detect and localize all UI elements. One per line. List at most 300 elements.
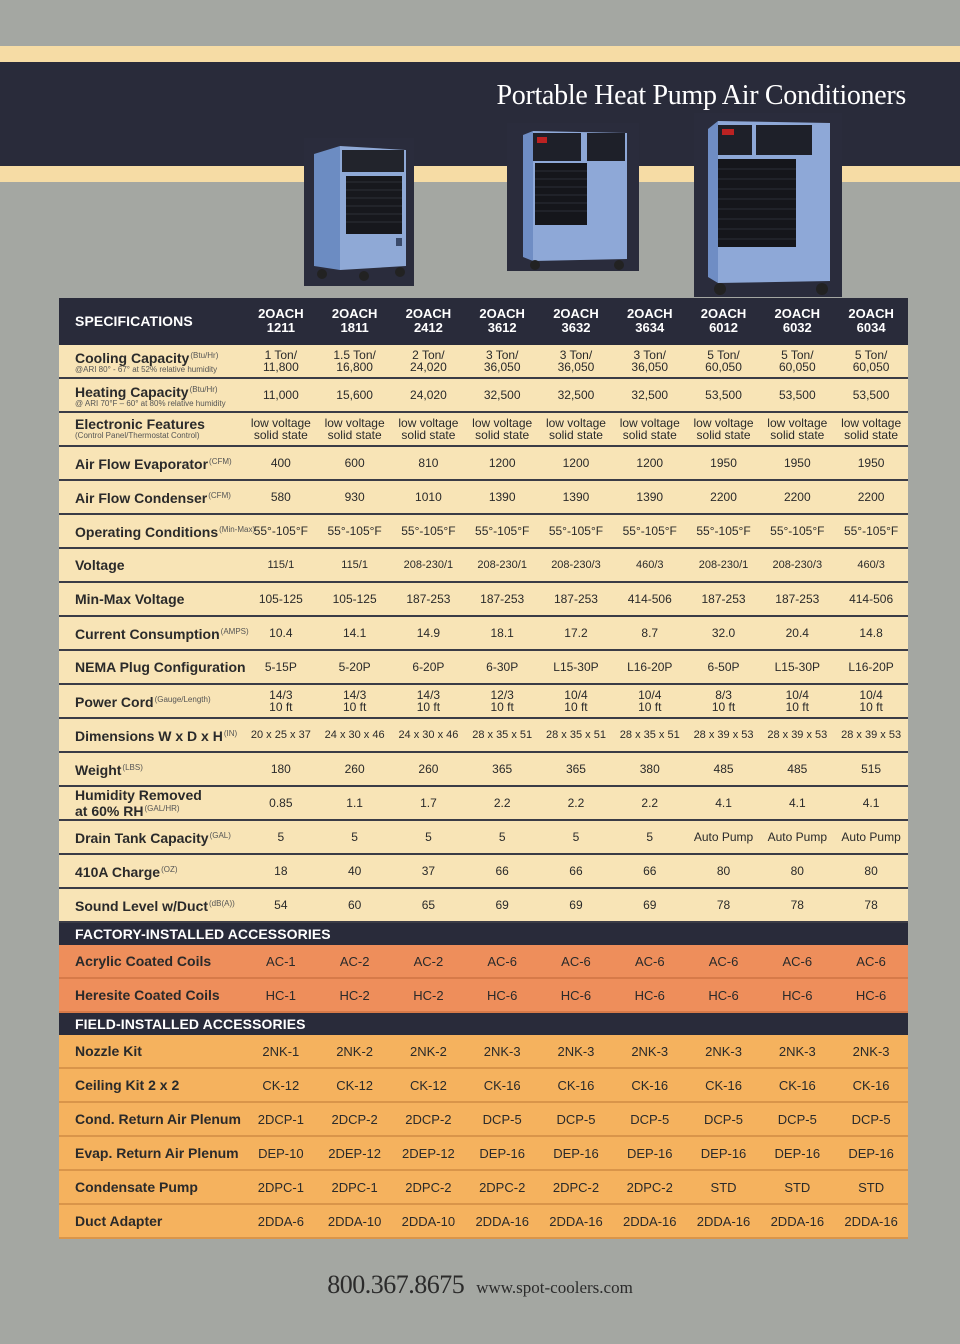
spec-value-cell xyxy=(244,514,318,548)
spec-value: 5 Ton/ xyxy=(707,348,740,362)
spec-value: 6-30P xyxy=(486,660,519,674)
spec-value: 1390 xyxy=(488,490,516,504)
product-image-small-unit xyxy=(304,138,414,286)
accessory-part-number: STD xyxy=(834,1170,908,1204)
spec-label-text: Dimensions W x D x H xyxy=(75,728,223,744)
spec-row xyxy=(59,650,908,684)
spec-value: Auto Pump xyxy=(841,830,901,844)
spec-value-cell xyxy=(834,820,908,854)
spec-value: 1950 xyxy=(783,456,811,470)
spec-value-cell xyxy=(392,616,466,650)
spec-value: 2.2 xyxy=(567,796,585,810)
spec-value: 28 x 39 x 53 xyxy=(693,729,754,741)
spec-value-cell xyxy=(613,378,687,412)
spec-value-cell xyxy=(687,854,761,888)
spec-label xyxy=(59,582,244,616)
spec-value-cell xyxy=(465,820,539,854)
accessory-part-number: AC-1 xyxy=(244,945,318,978)
spec-value-cell xyxy=(613,616,687,650)
spec-value: 600 xyxy=(344,456,365,470)
spec-value: 2 Ton/ xyxy=(412,348,445,362)
accessory-part-number: AC-2 xyxy=(318,945,392,978)
spec-value: L16-20P xyxy=(848,660,894,674)
spec-value: Auto Pump xyxy=(767,830,827,844)
spec-value-cell xyxy=(834,650,908,684)
spec-unit: (OZ) xyxy=(161,865,178,874)
spec-value: 10/4 xyxy=(859,688,883,702)
spec-value: 60,050 xyxy=(778,360,816,374)
spec-value-cell xyxy=(760,684,834,718)
accessory-part-number: HC-1 xyxy=(244,978,318,1012)
spec-value-cell xyxy=(613,752,687,786)
spec-label-text: NEMA Plug Configuration xyxy=(75,658,246,675)
spec-value-cell xyxy=(318,616,392,650)
spec-value-cell xyxy=(760,854,834,888)
spec-value: 380 xyxy=(639,762,660,776)
spec-value: 36,050 xyxy=(483,360,521,374)
spec-value-cell xyxy=(244,412,318,446)
spec-value: solid state xyxy=(622,428,677,442)
spec-value: 55°-105°F xyxy=(475,524,530,538)
spec-label-text: Voltage xyxy=(75,556,125,573)
spec-value: 187-253 xyxy=(406,592,451,606)
spec-value-cell xyxy=(392,786,466,820)
spec-value: 1 Ton/ xyxy=(264,348,298,362)
spec-value-cell xyxy=(613,820,687,854)
spec-value-cell xyxy=(392,480,466,514)
spec-value-cell xyxy=(834,718,908,752)
spec-value: 10/4 xyxy=(785,688,809,702)
spec-value: 65 xyxy=(421,898,436,912)
spec-value-cell xyxy=(687,718,761,752)
accessory-part-number: 2NK-3 xyxy=(687,1035,761,1068)
spec-value-cell xyxy=(687,616,761,650)
spec-value-cell xyxy=(465,412,539,446)
spec-value: 14.1 xyxy=(342,626,367,640)
spec-value: 2200 xyxy=(783,490,811,504)
spec-value: 208-230/1 xyxy=(698,559,749,571)
spec-unit: (Min-Max) xyxy=(219,525,256,534)
spec-value: 2200 xyxy=(857,490,885,504)
spec-value: solid state xyxy=(327,428,382,442)
spec-value: 32,500 xyxy=(631,388,669,402)
spec-value: 1390 xyxy=(562,490,590,504)
accessory-part-number: DEP-16 xyxy=(834,1136,908,1170)
spec-value: 55°-105°F xyxy=(253,524,308,538)
spec-value: 1390 xyxy=(636,490,664,504)
spec-value: 414-506 xyxy=(849,592,894,606)
spec-value: 28 x 39 x 53 xyxy=(841,729,902,741)
spec-value: 53,500 xyxy=(778,388,816,402)
spec-value-cell xyxy=(539,480,613,514)
spec-value: solid state xyxy=(844,428,899,442)
spec-label-text: Sound Level w/Duct xyxy=(75,898,209,914)
product-image-large-unit xyxy=(694,113,842,297)
spec-value: 55°-105°F xyxy=(696,524,751,538)
accessory-part-number: DEP-16 xyxy=(687,1136,761,1170)
spec-row xyxy=(59,718,908,752)
model-header xyxy=(687,298,761,345)
spec-body xyxy=(59,345,908,923)
field-accessories-heading: FIELD-INSTALLED ACCESSORIES xyxy=(59,1012,908,1035)
spec-table xyxy=(59,298,908,1239)
spec-value: 14/3 xyxy=(342,688,367,702)
spec-value: 105-125 xyxy=(332,592,377,606)
accessory-row xyxy=(59,1170,908,1204)
spec-value: 208-230/1 xyxy=(477,559,527,571)
accessory-part-number: 2NK-3 xyxy=(760,1035,834,1068)
spec-value: 17.2 xyxy=(564,626,588,640)
accessory-label: Ceiling Kit 2 x 2 xyxy=(59,1068,244,1102)
spec-note: @ARI 80° - 67° at 52% relative humidity xyxy=(75,364,218,374)
spec-value-cell xyxy=(613,548,687,582)
spec-value: 515 xyxy=(861,762,882,776)
accessory-part-number: DCP-5 xyxy=(834,1102,908,1136)
accessory-part-number: 2DCP-1 xyxy=(244,1102,318,1136)
spec-row xyxy=(59,786,908,820)
spec-value: 5 xyxy=(498,830,506,844)
model-series: 2OACH xyxy=(626,306,673,321)
spec-value: 115/1 xyxy=(341,559,368,571)
model-header xyxy=(392,298,466,345)
spec-value: 5-20P xyxy=(338,660,371,674)
spec-label-text-2: at 60% RH xyxy=(75,802,144,819)
spec-value: low voltage xyxy=(472,416,533,430)
spec-value: 80 xyxy=(716,864,731,878)
spec-unit: (IN) xyxy=(223,729,238,738)
accessory-part-number: HC-6 xyxy=(687,978,761,1012)
spec-value: 28 x 35 x 51 xyxy=(472,729,533,741)
spec-value-cell xyxy=(465,616,539,650)
spec-unit: (dB(A)) xyxy=(209,899,235,908)
spec-value: solid state xyxy=(475,428,530,442)
spec-value-cell xyxy=(539,888,613,922)
spec-value-cell xyxy=(318,514,392,548)
spec-value-cell xyxy=(392,752,466,786)
accessory-part-number: 2NK-2 xyxy=(392,1035,466,1068)
spec-value: 5-15P xyxy=(264,660,297,674)
spec-note: @ ARI 70°F – 60° at 80% relative humidity xyxy=(75,398,226,408)
spec-value-cell xyxy=(465,480,539,514)
spec-value-cell xyxy=(465,345,539,379)
spec-value: 24 x 30 x 46 xyxy=(398,729,459,741)
spec-value-cell xyxy=(318,888,392,922)
spec-row xyxy=(59,888,908,922)
phone-number: 800.367.8675 xyxy=(327,1270,465,1299)
accessory-part-number: HC-6 xyxy=(539,978,613,1012)
spec-row xyxy=(59,480,908,514)
spec-value: 1010 xyxy=(415,490,442,504)
spec-value-cell xyxy=(760,582,834,616)
spec-value-cell xyxy=(465,854,539,888)
spec-unit: (LBS) xyxy=(122,763,143,772)
factory-accessories-heading: FACTORY-INSTALLED ACCESSORIES xyxy=(59,922,908,945)
field-accessories-body xyxy=(59,1012,908,1238)
model-number: 6034 xyxy=(856,320,886,335)
spec-value: 78 xyxy=(790,898,804,912)
spec-value-cell xyxy=(392,412,466,446)
spec-value: 5 Ton/ xyxy=(854,348,888,362)
spec-value-cell xyxy=(465,650,539,684)
spec-value: 78 xyxy=(716,898,731,912)
spec-value-cell xyxy=(539,616,613,650)
spec-label xyxy=(59,718,244,752)
accessory-label: Nozzle Kit xyxy=(59,1035,244,1068)
spec-value: 1200 xyxy=(562,456,590,470)
spec-label-text: Weight xyxy=(75,762,122,778)
spec-value-cell xyxy=(687,582,761,616)
spec-row xyxy=(59,514,908,548)
accessory-part-number: DEP-10 xyxy=(244,1136,318,1170)
spec-value: 55°-105°F xyxy=(548,524,604,538)
accessory-part-number: AC-6 xyxy=(613,945,687,978)
spec-value-cell xyxy=(613,446,687,480)
accessory-part-number: DCP-5 xyxy=(760,1102,834,1136)
spec-value-cell xyxy=(318,378,392,412)
model-series: 2OACH xyxy=(553,306,599,321)
accessory-part-number: 2NK-3 xyxy=(613,1035,687,1068)
accessory-label: Acrylic Coated Coils xyxy=(59,945,244,978)
spec-label-text: Operating Conditions xyxy=(75,524,219,540)
spec-value-cell xyxy=(834,786,908,820)
spec-value: 187-253 xyxy=(480,592,525,606)
spec-value-cell xyxy=(613,480,687,514)
spec-value: 105-125 xyxy=(258,592,303,606)
spec-value: 12/3 xyxy=(490,688,514,702)
page-title: Portable Heat Pump Air Conditioners xyxy=(496,80,906,111)
spec-label xyxy=(59,514,256,548)
spec-value: 14.8 xyxy=(859,626,883,640)
spec-label xyxy=(59,888,244,922)
accessory-row xyxy=(59,1204,908,1238)
spec-value-cell xyxy=(539,582,613,616)
specifications-header: SPECIFICATIONS xyxy=(59,298,244,345)
spec-value: 4.1 xyxy=(788,796,806,810)
spec-value-cell xyxy=(244,582,318,616)
spec-value: 11,000 xyxy=(262,388,299,402)
spec-value: 10.4 xyxy=(269,626,293,640)
accessory-part-number: 2DCP-2 xyxy=(392,1102,466,1136)
spec-value: 1950 xyxy=(710,456,737,470)
spec-value-cell xyxy=(244,378,318,412)
accessory-part-number: CK-12 xyxy=(392,1068,466,1102)
spec-value-cell xyxy=(834,888,908,922)
spec-value: 15,600 xyxy=(336,388,373,402)
spec-value-cell xyxy=(687,514,761,548)
spec-value-cell xyxy=(834,480,908,514)
spec-value: 5 xyxy=(646,830,654,844)
website-link[interactable]: www.spot-coolers.com xyxy=(476,1278,633,1297)
accessory-part-number: 2NK-3 xyxy=(465,1035,539,1068)
spec-value-cell xyxy=(539,412,613,446)
spec-unit: (Btu/Hr) xyxy=(190,350,219,360)
spec-value-cell xyxy=(539,752,613,786)
spec-value-cell xyxy=(687,752,761,786)
spec-label xyxy=(59,820,244,854)
spec-value: 32,500 xyxy=(483,388,521,402)
spec-label xyxy=(59,480,244,514)
spec-value-cell xyxy=(539,514,613,548)
spec-value: 66 xyxy=(569,864,583,878)
spec-label-text: Cooling Capacity xyxy=(75,349,190,366)
accessory-part-number: 2DDA-10 xyxy=(392,1204,466,1238)
model-number: 1211 xyxy=(266,320,295,335)
spec-row xyxy=(59,548,908,582)
spec-value-cell xyxy=(613,650,687,684)
spec-value: L15-30P xyxy=(553,660,599,674)
spec-value-cell xyxy=(760,345,834,379)
spec-value-cell xyxy=(539,378,613,412)
spec-value-cell xyxy=(760,752,834,786)
spec-value: 32.0 xyxy=(711,626,736,640)
spec-value-cell xyxy=(539,345,613,379)
accessory-part-number: CK-16 xyxy=(834,1068,908,1102)
footer xyxy=(0,1270,960,1300)
spec-value: 10 ft xyxy=(564,700,588,714)
accessory-part-number: CK-12 xyxy=(318,1068,392,1102)
spec-value-cell xyxy=(318,820,392,854)
spec-value-cell xyxy=(244,888,318,922)
model-number: 6012 xyxy=(709,320,738,335)
spec-value: 53,500 xyxy=(852,388,890,402)
accessory-part-number: HC-6 xyxy=(465,978,539,1012)
accessory-part-number: 2NK-3 xyxy=(539,1035,613,1068)
spec-value-cell xyxy=(834,684,908,718)
spec-value-cell xyxy=(392,582,466,616)
spec-value: 260 xyxy=(344,762,365,776)
spec-value: 115/1 xyxy=(267,559,295,571)
spec-value: Auto Pump xyxy=(693,830,754,844)
spec-label xyxy=(59,345,244,379)
spec-label xyxy=(59,854,244,888)
spec-value-cell xyxy=(760,888,834,922)
spec-value: 69 xyxy=(569,898,583,912)
spec-value-cell xyxy=(613,786,687,820)
spec-value: 810 xyxy=(418,456,439,470)
spec-value: solid state xyxy=(253,428,308,442)
accessory-part-number: 2DDA-16 xyxy=(834,1204,908,1238)
spec-value-cell xyxy=(834,446,908,480)
spec-value: 10 ft xyxy=(269,700,293,714)
accessory-row xyxy=(59,1068,908,1102)
accessory-label: Heresite Coated Coils xyxy=(59,978,244,1012)
spec-value-cell xyxy=(465,888,539,922)
spec-value-cell xyxy=(465,548,539,582)
model-number: 3612 xyxy=(487,320,517,335)
spec-value: 60,050 xyxy=(852,360,890,374)
spec-value: 10 ft xyxy=(859,700,883,714)
spec-value-cell xyxy=(318,854,392,888)
spec-value: solid state xyxy=(548,428,603,442)
product-image-medium-unit xyxy=(507,123,639,271)
spec-value-cell xyxy=(834,616,908,650)
model-series: 2OACH xyxy=(405,306,452,321)
spec-value-cell xyxy=(613,514,687,548)
spec-unit: (Gauge/Length) xyxy=(154,695,211,704)
spec-value-cell xyxy=(465,446,539,480)
accessory-part-number: HC-2 xyxy=(392,978,466,1012)
spec-value-cell xyxy=(613,582,687,616)
spec-value: 365 xyxy=(565,762,586,776)
accessory-part-number: 2DDA-16 xyxy=(613,1204,687,1238)
spec-row xyxy=(59,345,908,379)
spec-row xyxy=(59,820,908,854)
spec-value: 28 x 35 x 51 xyxy=(619,729,680,741)
spec-value-cell xyxy=(687,786,761,820)
accessory-part-number: DCP-5 xyxy=(539,1102,613,1136)
accessory-part-number: HC-6 xyxy=(834,978,908,1012)
spec-value: 37 xyxy=(421,864,436,878)
accessory-part-number: HC-6 xyxy=(760,978,834,1012)
spec-value: low voltage xyxy=(693,416,754,430)
spec-value-cell xyxy=(392,548,466,582)
spec-value: 36,050 xyxy=(631,360,669,374)
spec-value-cell xyxy=(244,480,318,514)
accessory-part-number: STD xyxy=(687,1170,761,1204)
spec-value-cell xyxy=(760,616,834,650)
spec-label xyxy=(59,412,244,446)
spec-value-cell xyxy=(539,446,613,480)
spec-value: 2.2 xyxy=(641,796,659,810)
spec-label xyxy=(59,446,244,480)
spec-value-cell xyxy=(392,514,466,548)
accessory-part-number: HC-2 xyxy=(318,978,392,1012)
spec-value: 20.4 xyxy=(785,626,809,640)
spec-unit: (GAL/HR) xyxy=(144,803,180,813)
spec-value: 187-253 xyxy=(701,592,746,606)
model-header xyxy=(760,298,834,345)
spec-value: 24,020 xyxy=(410,360,447,374)
accessory-part-number: 2DEP-12 xyxy=(318,1136,392,1170)
spec-value-cell xyxy=(392,718,466,752)
accessory-row xyxy=(59,945,908,978)
spec-value: 2.2 xyxy=(493,796,511,810)
accessory-part-number: DEP-16 xyxy=(465,1136,539,1170)
spec-value: low voltage xyxy=(767,416,828,430)
spec-label xyxy=(59,378,244,412)
spec-value: 28 x 39 x 53 xyxy=(767,729,828,741)
spec-value-cell xyxy=(244,786,318,820)
spec-value-cell xyxy=(613,888,687,922)
top-stripe xyxy=(0,46,960,62)
spec-value-cell xyxy=(760,412,834,446)
spec-value-cell xyxy=(539,684,613,718)
model-number: 3632 xyxy=(561,320,591,335)
spec-value-cell xyxy=(539,820,613,854)
accessory-part-number: 2DDA-16 xyxy=(687,1204,761,1238)
accessory-part-number: CK-16 xyxy=(539,1068,613,1102)
accessory-part-number: CK-16 xyxy=(613,1068,687,1102)
spec-value-cell xyxy=(760,480,834,514)
spec-label-text: Air Flow Evaporator xyxy=(75,456,209,472)
accessory-part-number: HC-6 xyxy=(613,978,687,1012)
spec-value: 69 xyxy=(643,898,657,912)
spec-value: 460/3 xyxy=(635,559,664,571)
spec-value: 208-230/3 xyxy=(551,559,601,571)
spec-value: 5 xyxy=(425,830,432,844)
spec-value: 3 Ton/ xyxy=(633,348,666,362)
model-series: 2OACH xyxy=(774,306,821,321)
spec-value-cell xyxy=(465,752,539,786)
spec-value-cell xyxy=(244,616,318,650)
spec-value: 32,500 xyxy=(557,388,595,402)
spec-value: 55°-105°F xyxy=(843,524,899,538)
spec-value: 18.1 xyxy=(490,626,514,640)
spec-value-cell xyxy=(392,684,466,718)
accessory-row xyxy=(59,1035,908,1068)
model-series: 2OACH xyxy=(258,306,304,321)
spec-value: 11,800 xyxy=(262,360,299,374)
